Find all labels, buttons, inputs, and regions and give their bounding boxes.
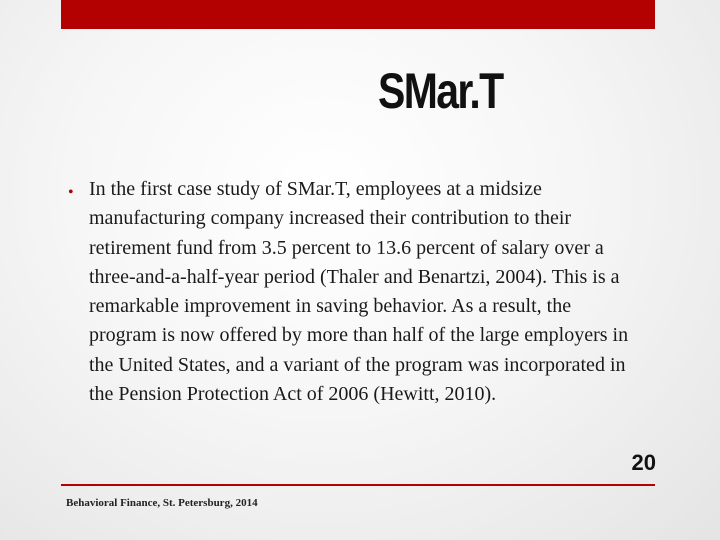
top-accent-bar (61, 0, 655, 29)
slide-title: SMar.T (378, 63, 503, 119)
bullet-marker-icon: • (68, 184, 74, 201)
footer-divider (61, 484, 655, 486)
page-number: 20 (631, 450, 656, 475)
bullet-text: In the first case study of SMar.T, employees at a midsize manufacturing company increased their contribution to their retirement fund from 3.5 percent to 13.6 percent of salary over a three-and-a-half-year period (Thaler and Benartzi, 2004). This is a remarkable improvement in saving behavior. As a result, the program is now offered by more than half of the large employers in the United States, and a variant of the program was incorporated in the Pension Protection Act of 2006 (Hewitt, 2010). (89, 178, 629, 406)
footer-text: Behavioral Finance, St. Petersburg, 2014 (66, 497, 258, 509)
